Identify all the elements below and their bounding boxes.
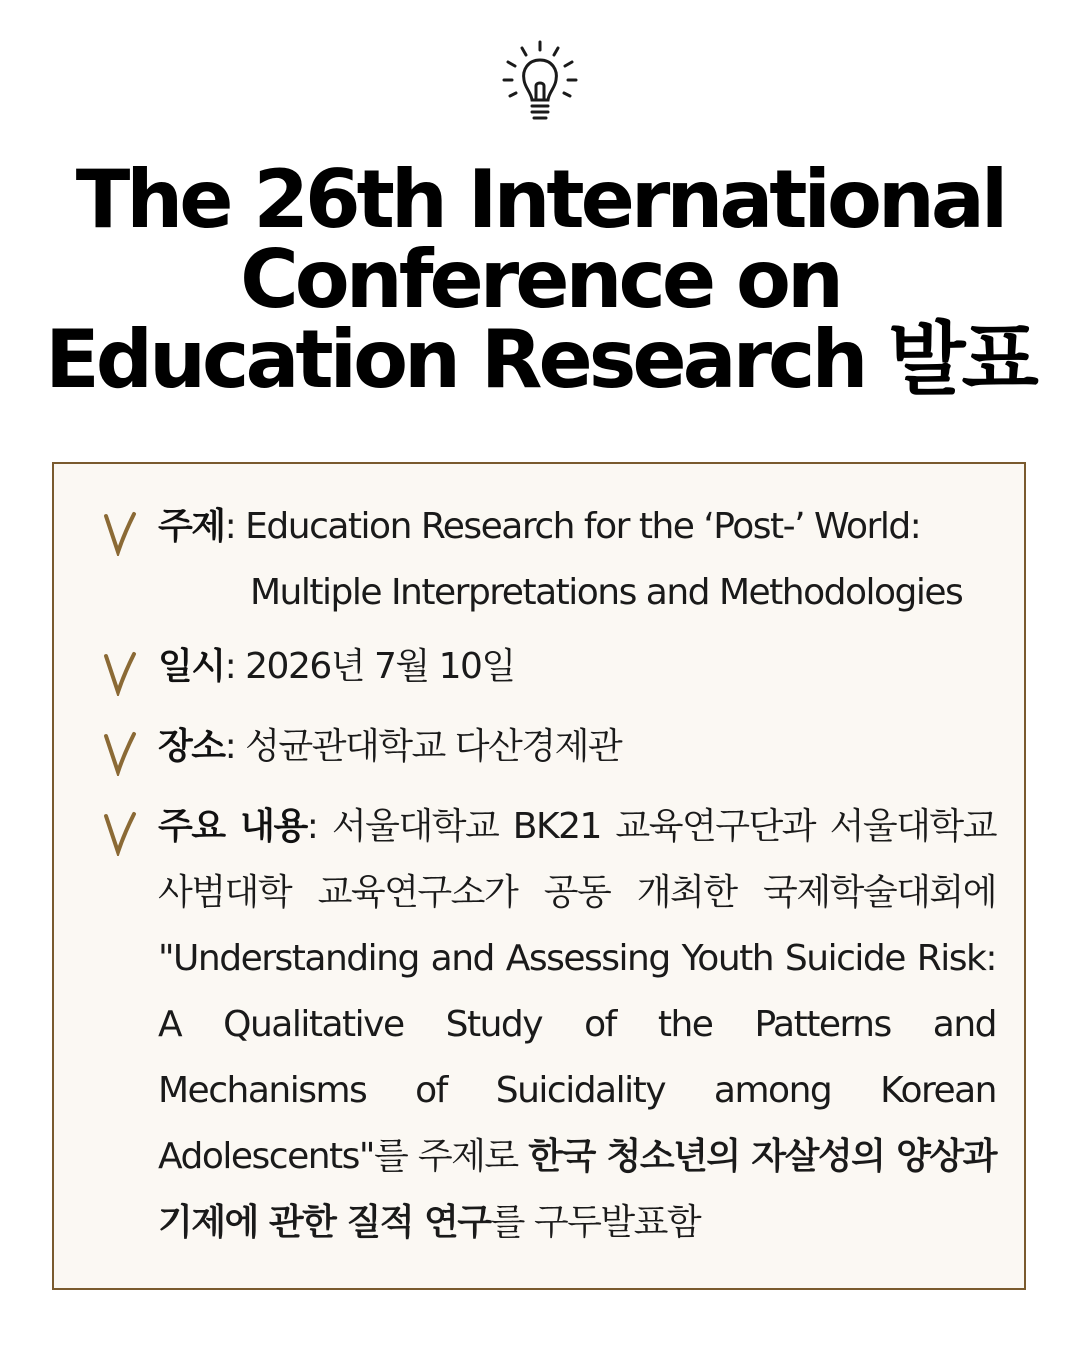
content-part-1: 서울대학교 BK21 교육연구단과 서울대학교 사범대학 교육연구소가 공동 개최한 국제학술대회에 "Understanding and Assessing Youth Suicide Risk: A Qualitative Study of the Patterns and Mechanisms of Suicidality among Korean Adolescents"를 주제로 bbox=[158, 806, 996, 1177]
lightbulb-icon bbox=[500, 38, 580, 124]
details-box bbox=[52, 462, 1026, 1290]
topic-separator: : bbox=[224, 506, 236, 547]
date-label: 일시 bbox=[158, 646, 225, 687]
venue-value: 성균관대학교 다산경제관 bbox=[245, 726, 622, 767]
venue-label: 장소 bbox=[158, 726, 225, 767]
topic-line-2-wrap bbox=[250, 560, 996, 626]
topic-label: 주제 bbox=[158, 506, 225, 547]
title-line-1: The 26th International bbox=[75, 153, 1005, 246]
topic-line-2: Multiple Interpretations and Methodologies bbox=[250, 572, 963, 613]
checkmark-icon bbox=[102, 510, 138, 556]
date-value: 2026년 7월 10일 bbox=[245, 646, 515, 687]
title-line-2: Conference on bbox=[240, 233, 840, 326]
page-title bbox=[40, 153, 1040, 406]
venue-separator: : bbox=[224, 726, 236, 767]
checkmark-icon bbox=[102, 730, 138, 776]
content-part-2: 를 구두발표함 bbox=[490, 1202, 701, 1243]
content-bold-title: 한국 청소년의 자살성의 양상과 기제에 관한 질적 연구 bbox=[158, 1136, 996, 1243]
date-text bbox=[158, 634, 996, 700]
venue-text bbox=[158, 714, 996, 780]
checkmark-icon bbox=[102, 650, 138, 696]
title-line-3: Education Research 발표 bbox=[45, 313, 1035, 406]
content-text bbox=[158, 794, 996, 1256]
content-separator: : bbox=[306, 806, 318, 847]
checkmark-icon bbox=[102, 810, 138, 856]
content-label: 주요 내용 bbox=[158, 806, 307, 847]
topic-text bbox=[158, 494, 996, 560]
date-separator: : bbox=[224, 646, 236, 687]
topic-line-1: Education Research for the ‘Post-’ World: bbox=[245, 506, 921, 547]
